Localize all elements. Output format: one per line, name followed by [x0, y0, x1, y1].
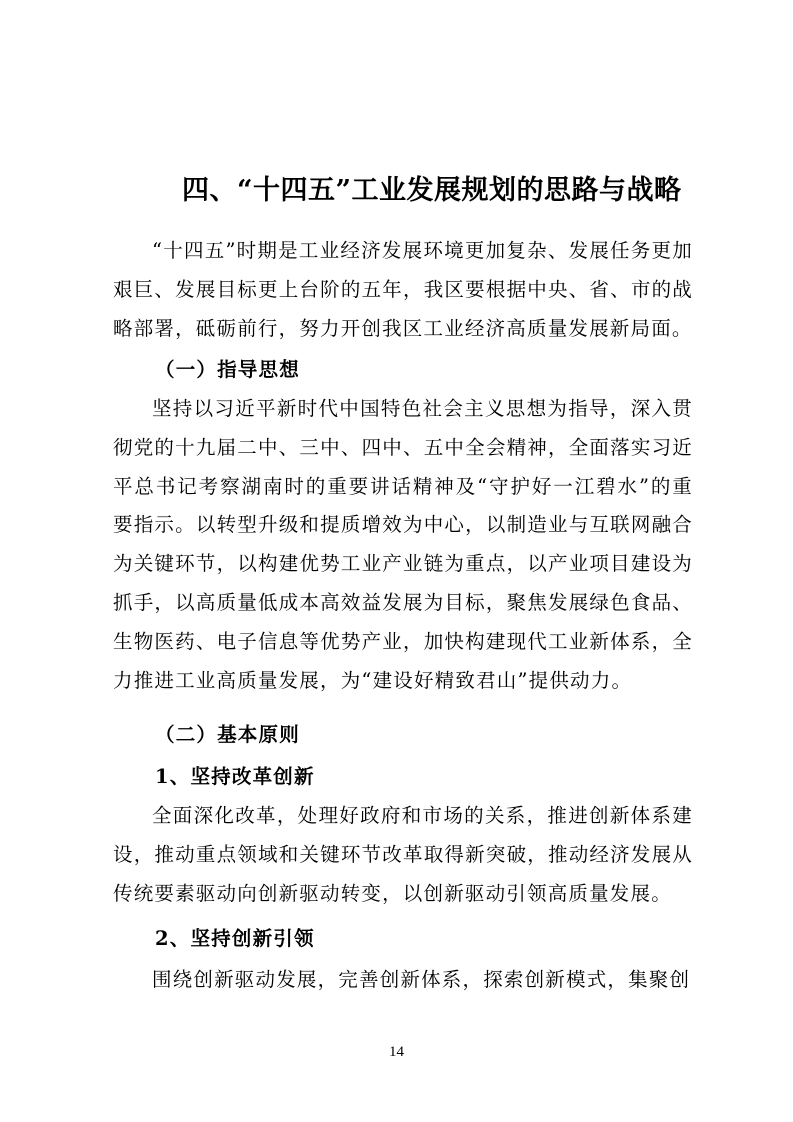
section-heading-guiding-ideology: （一）指导思想: [155, 358, 300, 381]
principle-heading-innovation-leading: 2、坚持创新引领: [155, 927, 315, 950]
page-title: 四、“十四五”工业发展规划的思路与战略: [182, 175, 682, 207]
section-heading-basic-principles: （二）基本原则: [155, 723, 300, 746]
intro-paragraph: “十四五”时期是工业经济发展环境更加复杂、发展任务更加艰巨、发展目标更上台阶的五年，我区要根据中央、省、市的战略部署，砥砺前行，努力开创我区工业经济高质量发展新局面。: [113, 239, 693, 340]
page-number: 14: [389, 1044, 404, 1060]
principle-heading-reform-innovation: 1、坚持改革创新: [155, 765, 315, 788]
reform-innovation-paragraph: 全面深化改革，处理好政府和市场的关系，推进创新体系建设，推动重点领域和关键环节改革取得新突破，推动经济发展从传统要素驱动向创新驱动转变，以创新驱动引领高质量发展。: [113, 804, 693, 905]
guiding-ideology-paragraph: 坚持以习近平新时代中国特色社会主义思想为指导，深入贯彻党的十九届二中、三中、四中、五中全会精神，全面落实习近平总书记考察湖南时的重要讲话精神及“守护好一江碧水”的重要指示。以转型升级和提质增效为中心，以制造业与互联网融合为关键环节，以构建优势工业产业链为重点，以产业项目建设为抓手，以高质量低成本高效益发展为目标，聚焦发展绿色食品、生物医药、电子信息等优势产业，加快构建现代工业新体系，全力推进工业高质量发展，为“建设好精致君山”提供动力。: [113, 397, 693, 692]
innovation-leading-paragraph: 围绕创新驱动发展，完善创新体系，探索创新模式，集聚创: [152, 968, 691, 991]
